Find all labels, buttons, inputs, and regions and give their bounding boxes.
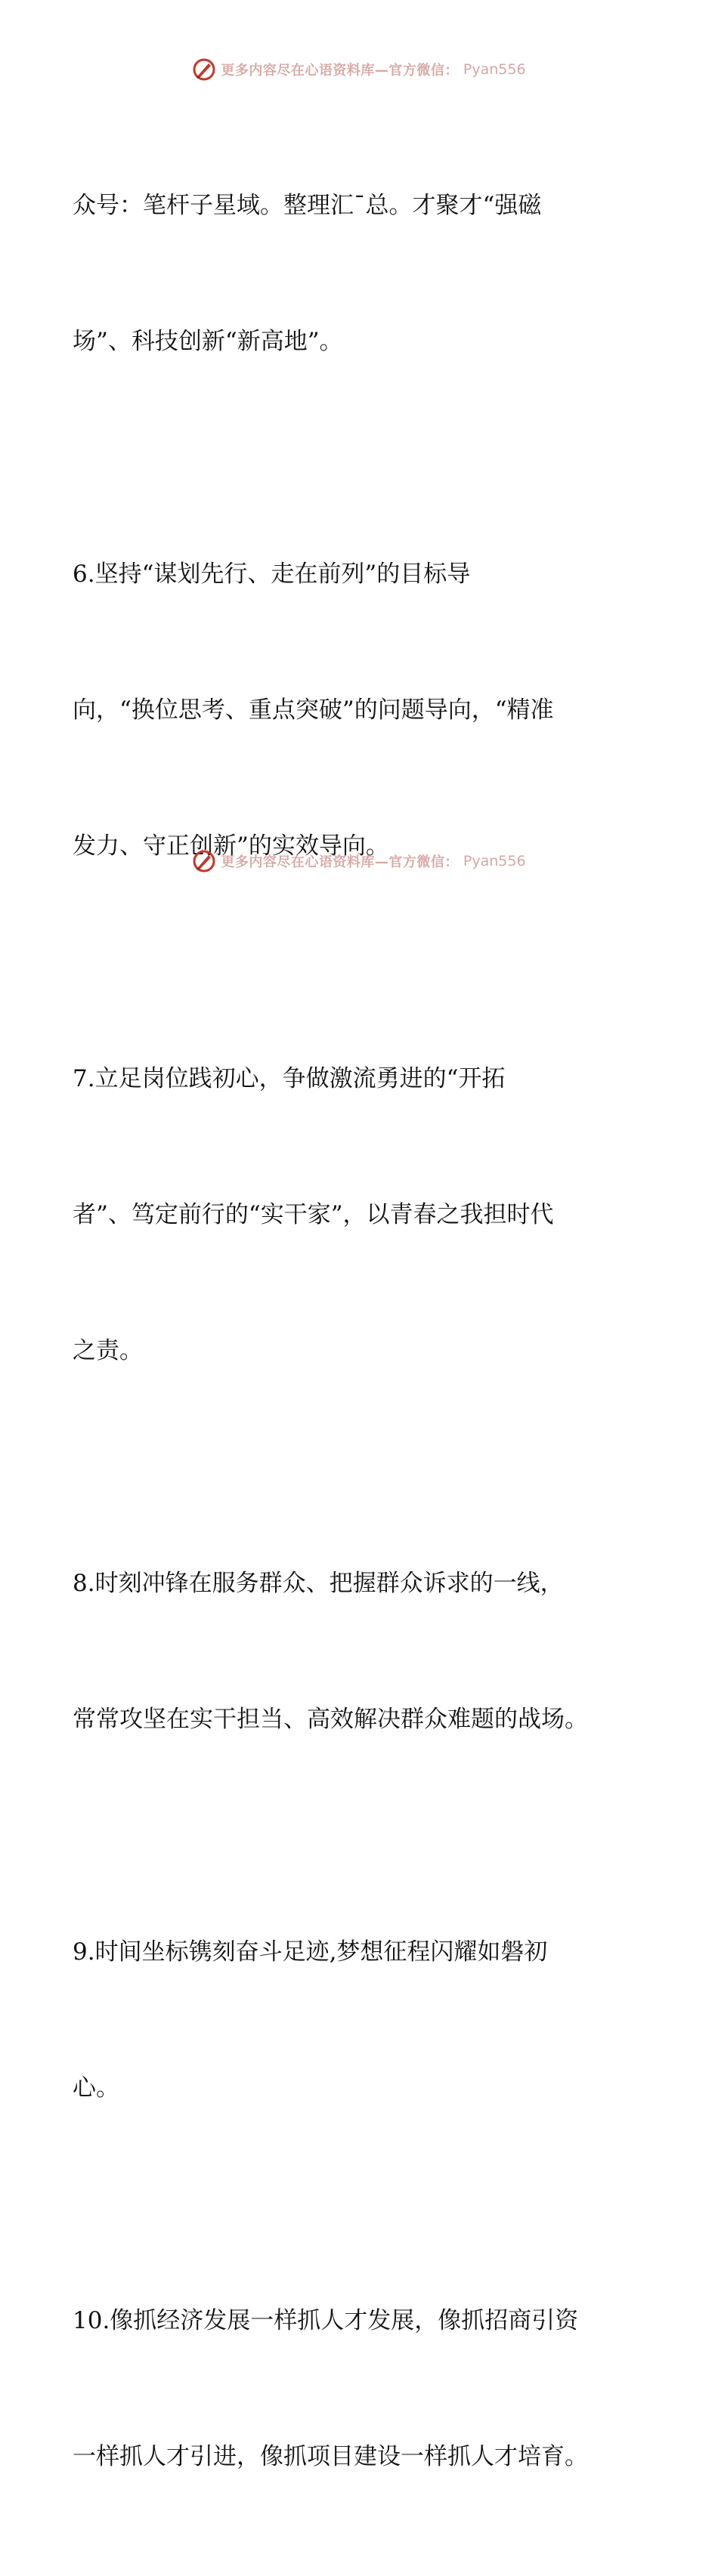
text-line: 发力、守正创新”的实效导向。 — [73, 832, 389, 860]
text-line: 6.坚持“谋划先行、走在前列”的目标导 — [73, 561, 471, 588]
text-line: 场”、科技创新“新高地”。 — [73, 328, 343, 355]
text-line: 8.时刻冲锋在服务群众、把握群众诉求的一线， — [73, 1570, 564, 1597]
paragraph-item-7 — [73, 965, 655, 1464]
text-line: 10.像抓经济发展一样抓人才发展，像抓招商引资 — [73, 2307, 579, 2334]
footer-banner-text: 更多内容尽在心语资料库—官方微信： — [221, 854, 459, 870]
text-line: 向，“换位思考、重点突破”的问题导向，“精准 — [73, 697, 554, 724]
paragraph-item-10 — [73, 2207, 655, 2570]
text-line: 常常攻坚在实干担当、高效解决群众难题的战场。 — [73, 1706, 588, 1733]
text-line: 9.时间坐标镌刻奋斗足迹,梦想征程闪耀如磐初 — [73, 1938, 548, 1966]
header-banner — [0, 54, 718, 85]
text-line: 心。 — [73, 2074, 119, 2102]
document-body — [73, 92, 655, 2576]
footer-banner — [0, 846, 718, 876]
paragraph-item-8 — [73, 1470, 655, 1833]
paragraph-item-6 — [73, 461, 655, 959]
paragraph-continuation — [73, 92, 655, 455]
header-banner-text: 更多内容尽在心语资料库—官方微信： — [221, 63, 459, 79]
text-line: 众号：笔杆子星域。整理汇¯总。才聚才“强磁 — [73, 192, 542, 219]
paragraph-item-9 — [73, 1839, 655, 2201]
text-line: 7.立足岗位践初心，争做激流勇进的“开拓 — [73, 1065, 506, 1092]
footer-banner-wechat-id: Pyan556 — [463, 853, 526, 869]
header-banner-wechat-id: Pyan556 — [463, 61, 526, 78]
quill-logo-icon — [192, 57, 216, 82]
text-line: 之责。 — [73, 1337, 143, 1364]
text-line: 一样抓人才引进，像抓项目建设一样抓人才培育。 — [73, 2443, 588, 2470]
text-line: 者”、笃定前行的“实干家”，以青春之我担时代 — [73, 1201, 554, 1228]
quill-logo-icon — [192, 849, 216, 873]
